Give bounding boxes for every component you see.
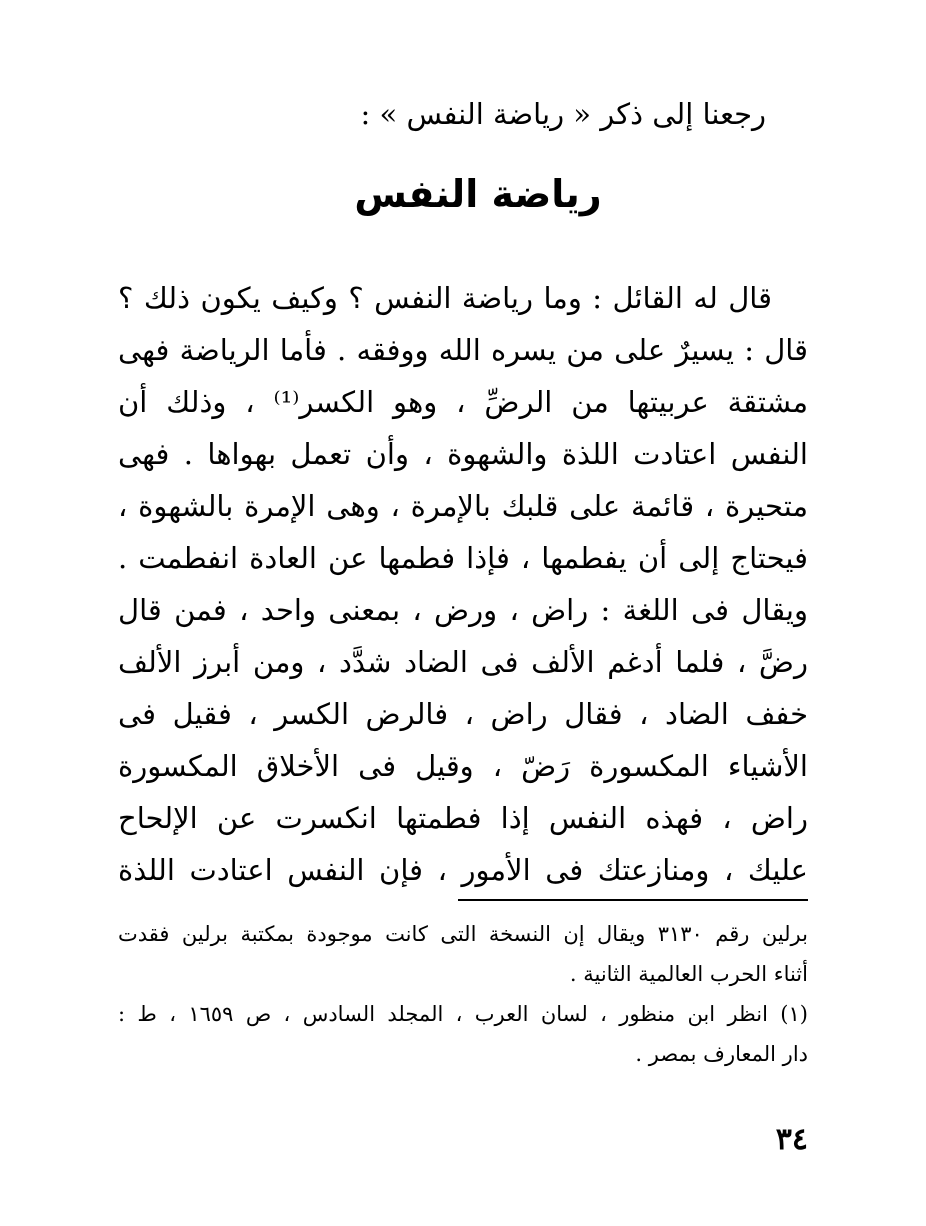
body-line: ويقال فى اللغة : راض ، ورض ، بمعنى واحد ، فمن قال [118, 593, 808, 627]
body-line: متحيرة ، قائمة على قلبك بالإمرة ، وهى الإمرة بالشهوة ، [118, 489, 808, 523]
footnote-line: برلين رقم ٣١٣٠ ويقال إن النسخة التى كانت موجودة بمكتبة برلين فقدت [118, 922, 808, 946]
body-line: مشتقة عربيتها من الرضِّ ، وهو الكسر⁽¹⁾ ، وذلك أن [118, 385, 808, 419]
body-line: فيحتاج إلى أن يفطمها ، فإذا فطمها عن العادة انفطمت . [118, 541, 808, 575]
footnotes [118, 914, 808, 1074]
body-line: راض ، فهذه النفس إذا فطمتها انكسرت عن الإلحاح [118, 801, 808, 835]
body-line: قال : يسيرٌ على من يسره الله ووفقه . فأما الرياضة فهى [118, 333, 808, 367]
intro-line: رجعنا إلى ذكر « رياضة النفس » : [360, 97, 766, 131]
page-number: ٣٤ [775, 1122, 808, 1157]
body-text [118, 272, 808, 896]
body-line: خفف الضاد ، فقال راض ، فالرض الكسر ، فقيل فى [118, 697, 808, 731]
section-heading: رياضة النفس [354, 172, 602, 216]
body-line: الأشياء المكسورة رَضّ ، وقيل فى الأخلاق المكسورة [118, 749, 808, 783]
body-line: عليك ، ومنازعتك فى الأمور ، فإن النفس اعتادت اللذة [118, 853, 808, 887]
footnote-line: (١) انظر ابن منظور ، لسان العرب ، المجلد السادس ، ص ١٦٥٩ ، ط : [118, 1002, 808, 1026]
footnote-divider [458, 899, 808, 901]
footnote-line: دار المعارف بمصر . [635, 1042, 808, 1066]
footnote-line: أثناء الحرب العالمية الثانية . [569, 962, 808, 986]
body-line: النفس اعتادت اللذة والشهوة ، وأن تعمل بهواها . فهى [118, 437, 808, 471]
body-line: قال له القائل : وما رياضة النفس ؟ وكيف يكون ذلك ؟ [118, 281, 772, 315]
body-line: رضَّ ، فلما أدغم الألف فى الضاد شدَّد ، ومن أبرز الألف [118, 645, 808, 679]
